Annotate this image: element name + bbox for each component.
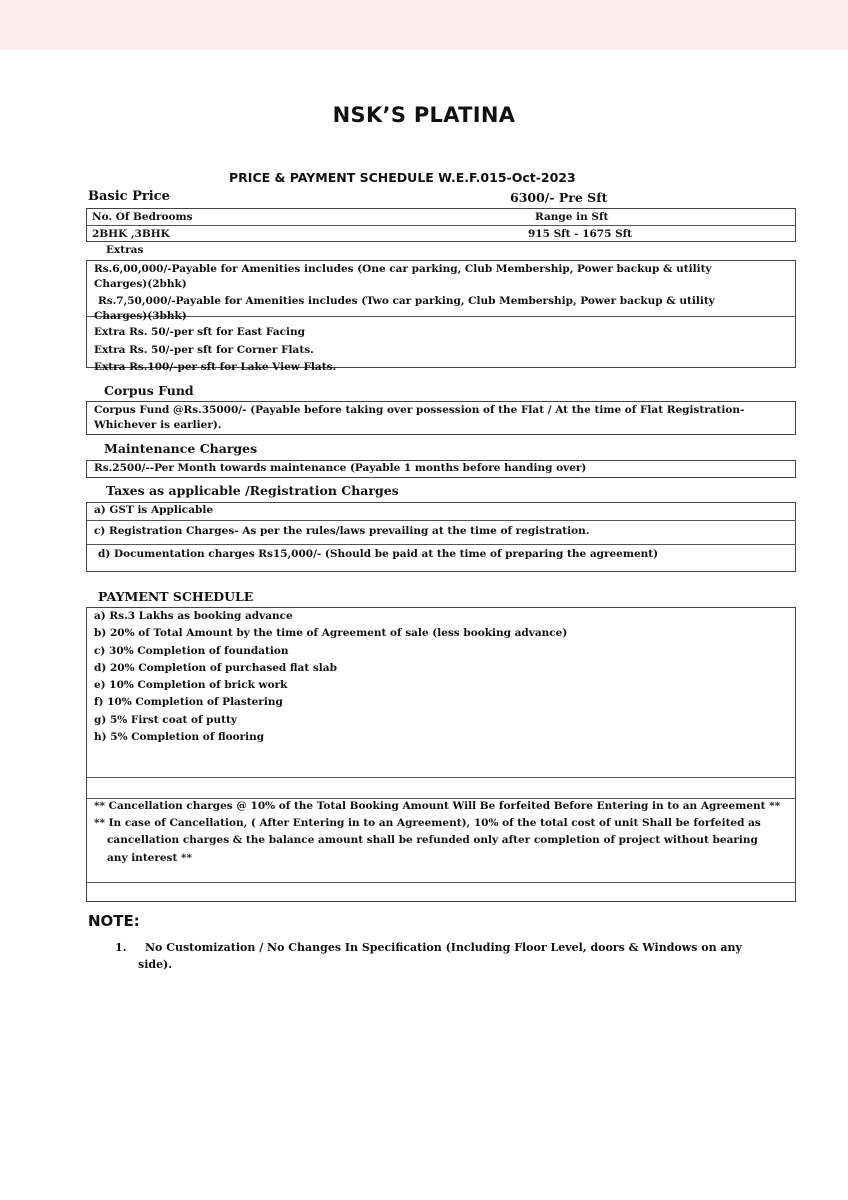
- corner-flat-charge: Extra Rs. 50/-per sft for Corner Flats.: [94, 344, 314, 356]
- extras-label: Extras: [106, 244, 144, 256]
- note-number: 1.: [115, 941, 127, 954]
- cancellation-line3: cancellation charges & the balance amount shall be refunded only after completion of project without bearing: [107, 834, 758, 846]
- documentation-line: d) Documentation charges Rs15,000/- (Should be paid at the time of preparing the agreement): [98, 548, 659, 560]
- taxes-heading: Taxes as applicable /Registration Charges: [106, 483, 399, 498]
- range-header: Range in Sft: [535, 211, 609, 223]
- registration-line: c) Registration Charges- As per the rules/laws prevailing at the time of registration.: [94, 525, 590, 537]
- bedrooms-value: 2BHK ,3BHK: [92, 228, 170, 240]
- payment-item: b) 20% of Total Amount by the time of Agreement of sale (less booking advance): [94, 627, 568, 639]
- lake-view-charge: Extra Rs.100/-per sft for Lake View Flats.: [94, 361, 337, 373]
- note-line1: No Customization / No Changes In Specification (Including Floor Level, doors & Windows on any: [145, 941, 742, 954]
- payment-item: h) 5% Completion of flooring: [94, 731, 265, 743]
- project-title: NSK’S PLATINA: [332, 103, 516, 127]
- table-divider: [86, 316, 796, 317]
- payment-item: d) 20% Completion of purchased flat slab: [94, 662, 337, 674]
- table-divider: [86, 882, 796, 883]
- east-facing-charge: Extra Rs. 50/-per sft for East Facing: [94, 326, 305, 338]
- amenities-2bhk-line1: Rs.6,00,000/-Payable for Amenities includes (One car parking, Club Membership, Power backup & utility: [94, 263, 712, 275]
- basic-price-value: 6300/- Pre Sft: [510, 190, 608, 205]
- payment-item: g) 5% First coat of putty: [94, 714, 237, 726]
- table-divider: [86, 520, 796, 521]
- payment-heading: PAYMENT SCHEDULE: [98, 589, 254, 604]
- cancellation-line4: any interest **: [107, 852, 192, 864]
- cancellation-line1: ** Cancellation charges @ 10% of the Total Booking Amount Will Be forfeited Before Entering in to an Agreement **: [94, 800, 781, 812]
- table-divider: [86, 225, 796, 226]
- table-divider: [86, 544, 796, 545]
- maintenance-line: Rs.2500/--Per Month towards maintenance (Payable 1 months before handing over): [94, 462, 587, 474]
- payment-item: e) 10% Completion of brick work: [94, 679, 288, 691]
- bedrooms-header: No. Of Bedrooms: [92, 211, 193, 223]
- note-heading: NOTE:: [88, 912, 140, 930]
- payment-item: c) 30% Completion of foundation: [94, 645, 289, 657]
- amenities-3bhk-line2: Charges)(3bhk): [94, 310, 187, 322]
- gst-line: a) GST is Applicable: [94, 504, 214, 516]
- basic-price-label: Basic Price: [88, 189, 170, 204]
- table-divider: [86, 798, 796, 799]
- range-value: 915 Sft - 1675 Sft: [528, 228, 633, 240]
- corpus-line1: Corpus Fund @Rs.35000/- (Payable before taking over possession of the Flat / At the time of Flat Registration-: [94, 404, 745, 416]
- note-line2: side).: [138, 958, 173, 971]
- table-divider: [86, 777, 796, 778]
- payment-item: a) Rs.3 Lakhs as booking advance: [94, 610, 293, 622]
- payment-item: f) 10% Completion of Plastering: [94, 696, 283, 708]
- corpus-line2: Whichever is earlier).: [94, 419, 222, 431]
- schedule-subtitle: PRICE & PAYMENT SCHEDULE W.E.F.015-Oct-2023: [229, 170, 576, 185]
- amenities-2bhk-line2: Charges)(2bhk): [94, 278, 187, 290]
- maintenance-heading: Maintenance Charges: [104, 441, 258, 456]
- corpus-heading: Corpus Fund: [104, 383, 194, 398]
- amenities-3bhk-line1: Rs.7,50,000/-Payable for Amenities includes (Two car parking, Club Membership, Power backup & utility: [98, 295, 715, 307]
- cancellation-line2: ** In case of Cancellation, ( After Entering in to an Agreement), 10% of the total cost of unit Shall be forfeited as: [94, 817, 761, 829]
